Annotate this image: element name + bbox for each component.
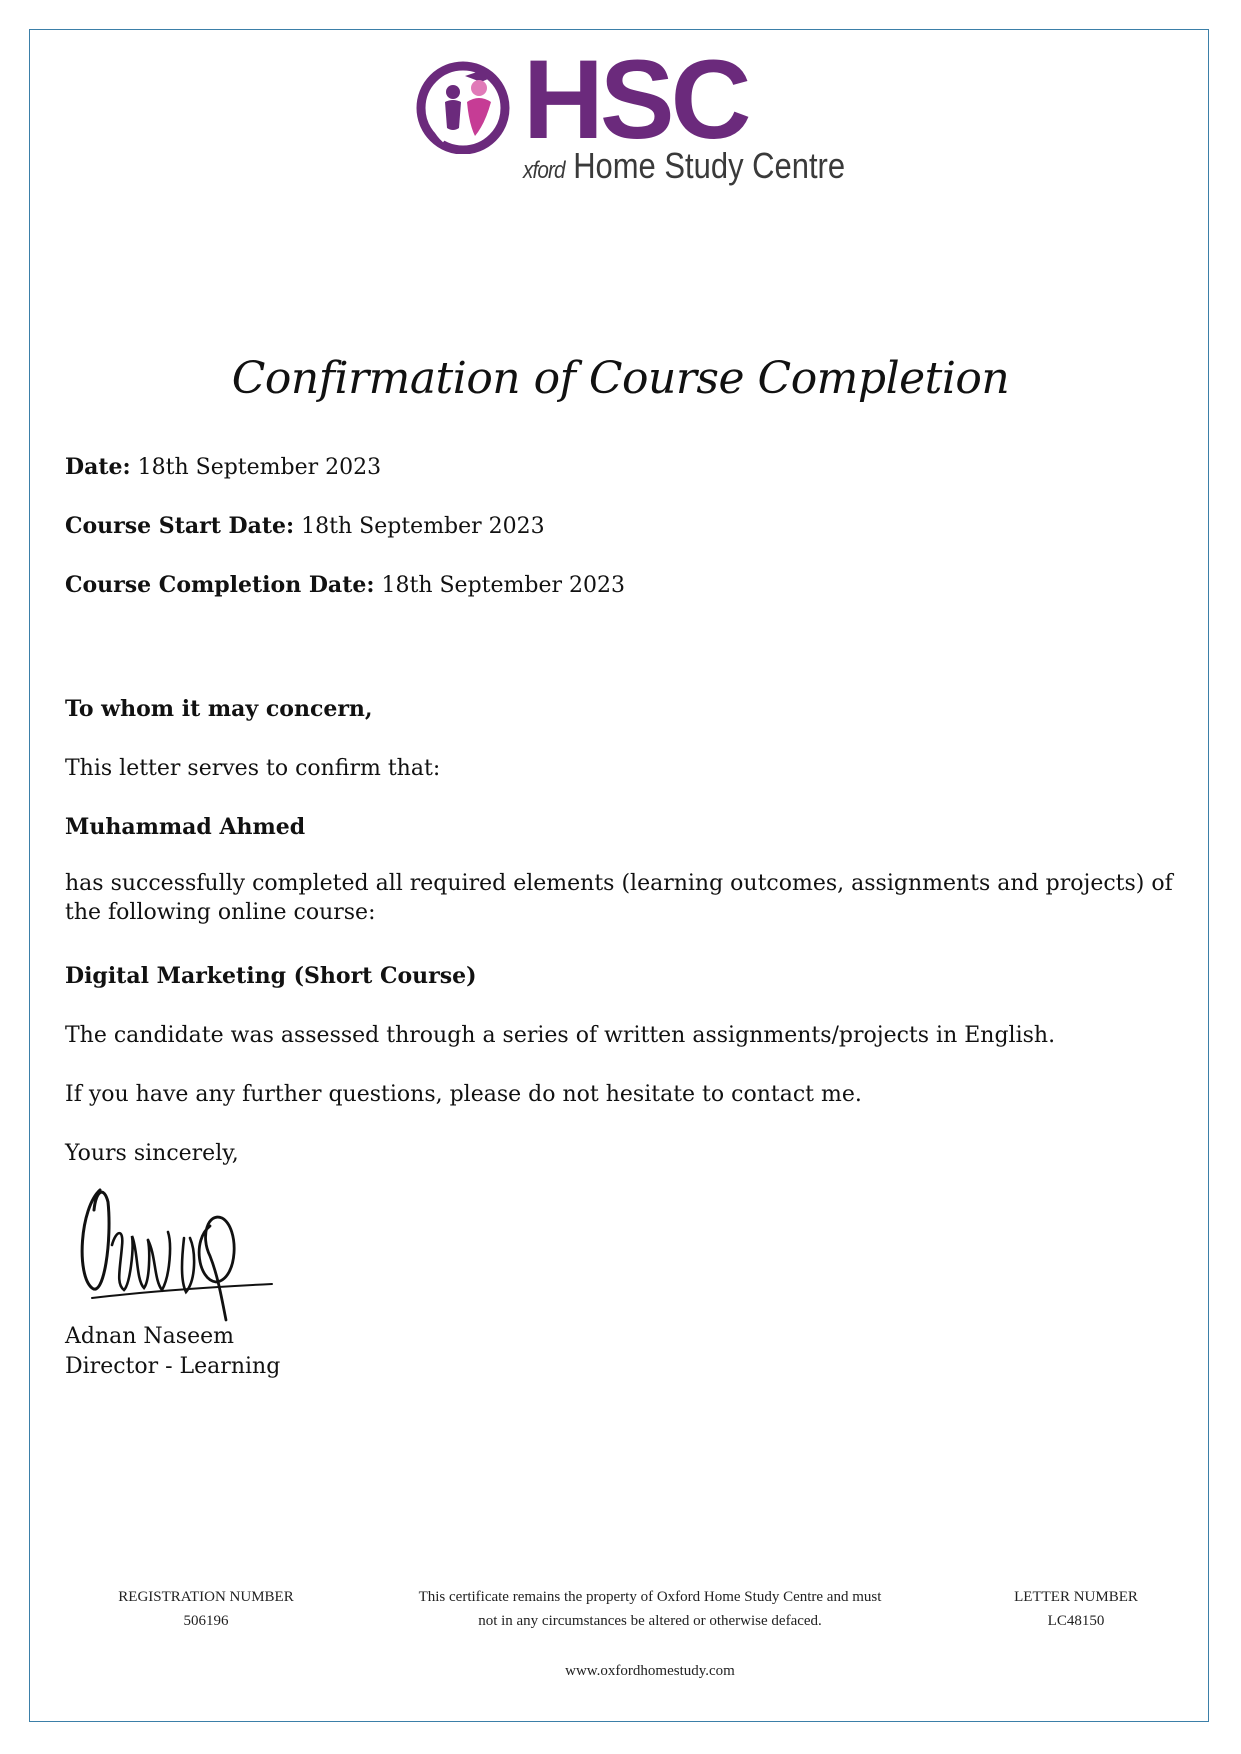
course-name: Digital Marketing (Short Course) xyxy=(65,963,477,989)
course-completion-date-label: Course Completion Date: xyxy=(65,572,375,598)
website-url: www.oxfordhomestudy.com xyxy=(565,1663,735,1679)
candidate-name: Muhammad Ahmed xyxy=(65,814,306,840)
salutation: To whom it may concern, xyxy=(65,696,373,722)
registration-block xyxy=(86,1585,326,1633)
logo-oxford-text: xford xyxy=(523,157,565,184)
closing-text: Yours sincerely, xyxy=(65,1141,239,1166)
logo-hsc-text: HSC xyxy=(523,37,748,162)
document-title: Confirmation of Course Completion xyxy=(231,353,1010,404)
signatory-name: Adnan Naseem xyxy=(65,1324,234,1349)
ownership-notice-line-1: This certificate remains the property of Oxford Home Study Centre and must xyxy=(418,1589,882,1605)
completion-statement: has successfully completed all required elements (learning outcomes, assignments and projects) of the following online course: xyxy=(65,871,1173,925)
intro-text: This letter serves to confirm that: xyxy=(65,756,441,781)
logo-subtitle xyxy=(523,145,846,186)
course-start-date-value: 18th September 2023 xyxy=(301,514,545,539)
hsc-logo xyxy=(415,37,846,193)
ownership-notice xyxy=(370,1585,930,1633)
registration-label: REGISTRATION NUMBER xyxy=(118,1589,294,1605)
signatory-title: Director - Learning xyxy=(65,1354,281,1379)
logo-home-study-centre-text: Home Study Centre xyxy=(573,145,846,186)
registration-number: 506196 xyxy=(183,1613,229,1629)
letter-number-label: LETTER NUMBER xyxy=(1014,1589,1138,1605)
course-start-date-line xyxy=(65,512,1180,541)
date-line xyxy=(65,453,1180,482)
logo-emblem-icon xyxy=(415,58,515,154)
ownership-notice-line-2: not in any circumstances be altered or otherwise defaced. xyxy=(478,1613,822,1629)
signature-image xyxy=(72,1180,282,1335)
questions-text: If you have any further questions, please do not hesitate to contact me. xyxy=(65,1082,862,1107)
letter-number-block xyxy=(966,1585,1186,1633)
course-completion-date-value: 18th September 2023 xyxy=(381,573,625,598)
course-completion-date-line xyxy=(65,571,1180,600)
letter-number: LC48150 xyxy=(1047,1613,1105,1629)
date-label: Date: xyxy=(65,454,131,480)
date-value: 18th September 2023 xyxy=(137,455,382,480)
course-start-date-label: Course Start Date: xyxy=(65,513,295,539)
assessment-text: The candidate was assessed through a series of written assignments/projects in English. xyxy=(65,1023,1056,1048)
